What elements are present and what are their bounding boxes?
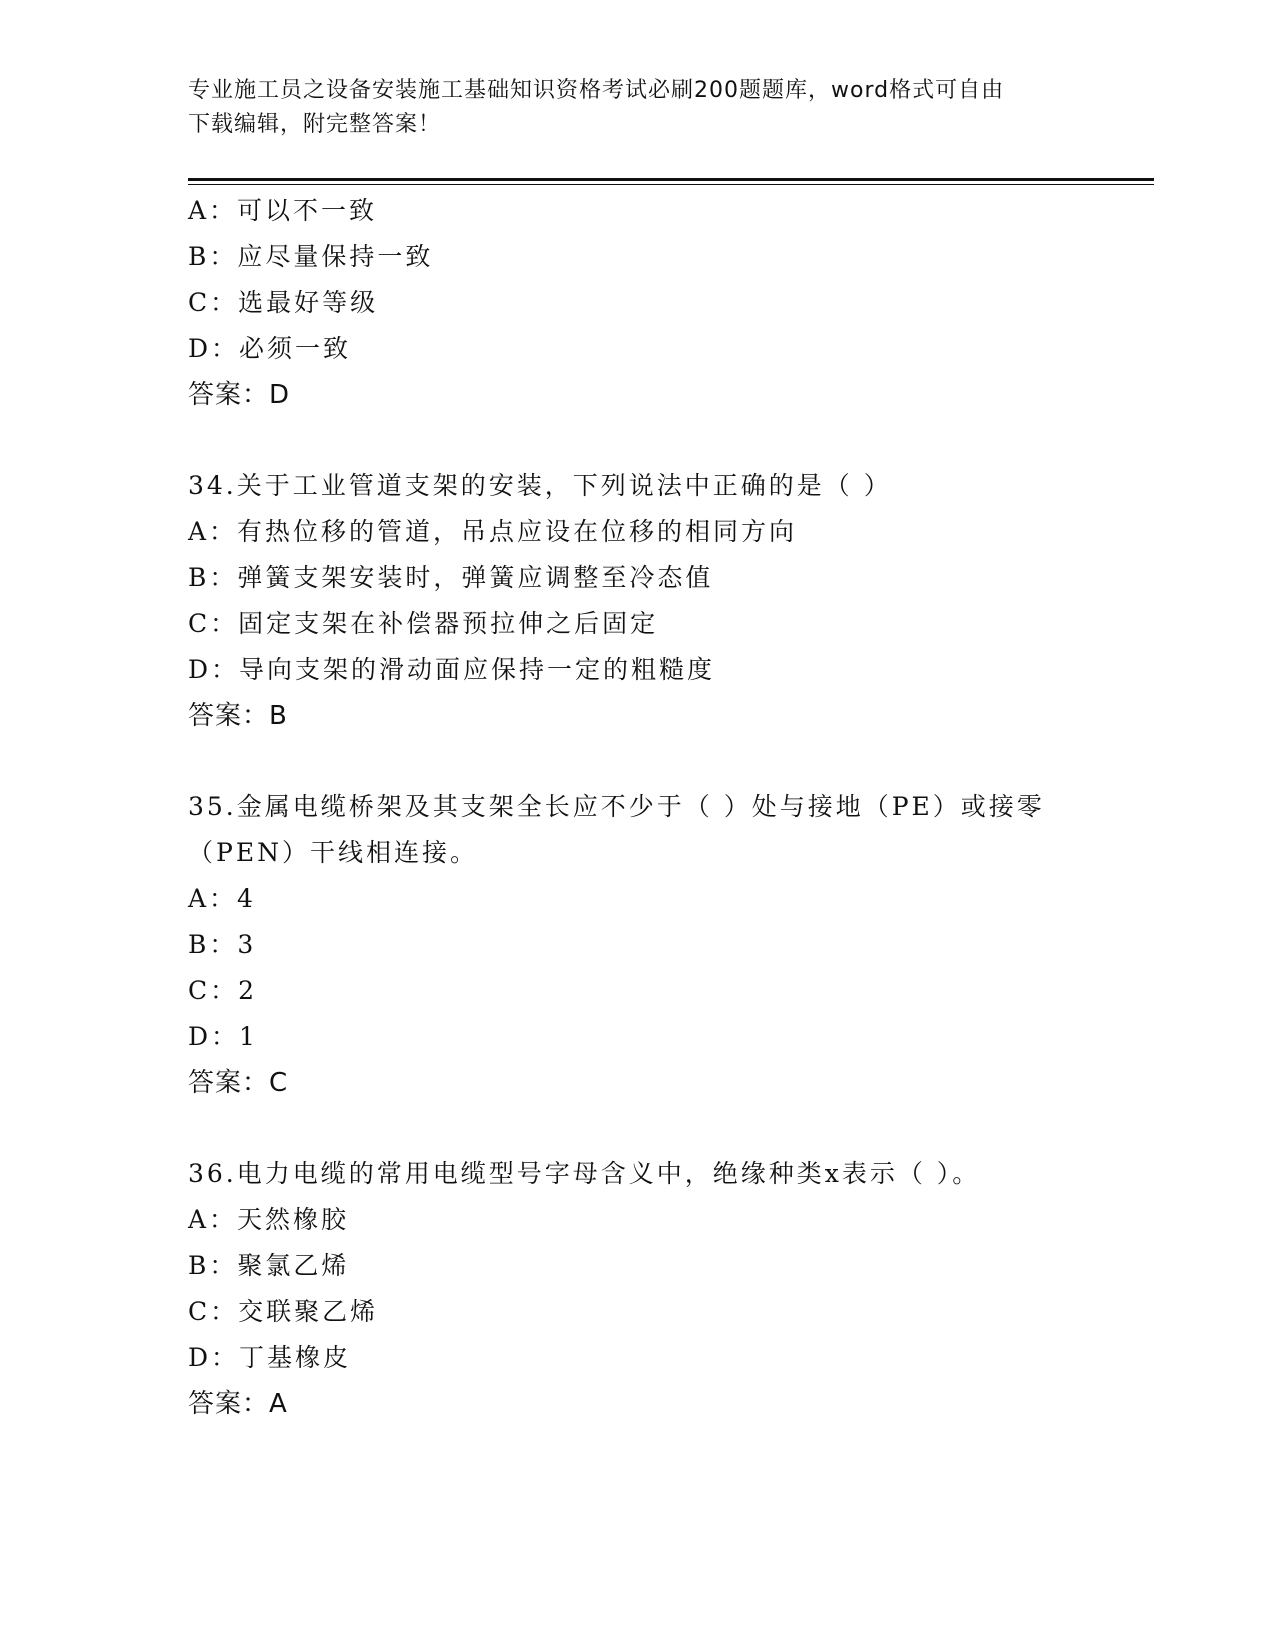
option-d: D：1 — [188, 1022, 258, 1051]
question-block — [188, 784, 1088, 1106]
option-c: C：固定支架在补偿器预拉伸之后固定 — [188, 609, 659, 638]
option-d: D：必须一致 — [188, 334, 352, 363]
answer-label: 答案：B — [188, 701, 288, 731]
header-divider-thick — [188, 178, 1154, 181]
option-b: B：弹簧支架安装时，弹簧应调整至冷态值 — [188, 563, 714, 592]
spacer — [188, 418, 1088, 463]
question-text: 35.金属电缆桥架及其支架全长应不少于（ ）处与接地（PE）或接零 — [188, 792, 1045, 821]
question-block — [188, 1151, 1088, 1427]
question-list — [188, 188, 1088, 1427]
option-b: B：应尽量保持一致 — [188, 242, 434, 271]
option-b: B：3 — [188, 930, 257, 959]
option-d: D：丁基橡皮 — [188, 1343, 352, 1372]
option-b: B：聚氯乙烯 — [188, 1251, 350, 1280]
document-header — [188, 74, 1088, 142]
answer-label: 答案：A — [188, 1389, 288, 1419]
option-c: C：选最好等级 — [188, 288, 379, 317]
question-text: 36.电力电缆的常用电缆型号字母含义中，绝缘种类x表示（ ）。 — [188, 1159, 981, 1188]
answer-label: 答案：D — [188, 380, 291, 410]
option-a: A：天然橡胶 — [188, 1205, 350, 1234]
answer-label: 答案：C — [188, 1068, 289, 1098]
spacer — [188, 1106, 1088, 1151]
option-c: C：2 — [188, 976, 258, 1005]
option-a: A：4 — [188, 884, 256, 913]
option-c: C：交联聚乙烯 — [188, 1297, 379, 1326]
header-line-2: 下载编辑，附完整答案！ — [188, 112, 442, 137]
question-text-continued: （PEN）干线相连接。 — [188, 838, 478, 867]
header-line-1: 专业施工员之设备安装施工基础知识资格考试必刷200题题库，word格式可自由 — [188, 78, 1005, 103]
header-divider-thin — [188, 184, 1154, 185]
question-block — [188, 463, 1088, 739]
question-text: 34.关于工业管道支架的安装，下列说法中正确的是（ ） — [188, 471, 892, 500]
option-d: D：导向支架的滑动面应保持一定的粗糙度 — [188, 655, 716, 684]
question-block — [188, 188, 1088, 418]
spacer — [188, 739, 1088, 784]
option-a: A：有热位移的管道，吊点应设在位移的相同方向 — [188, 517, 798, 546]
option-a: A：可以不一致 — [188, 196, 378, 225]
